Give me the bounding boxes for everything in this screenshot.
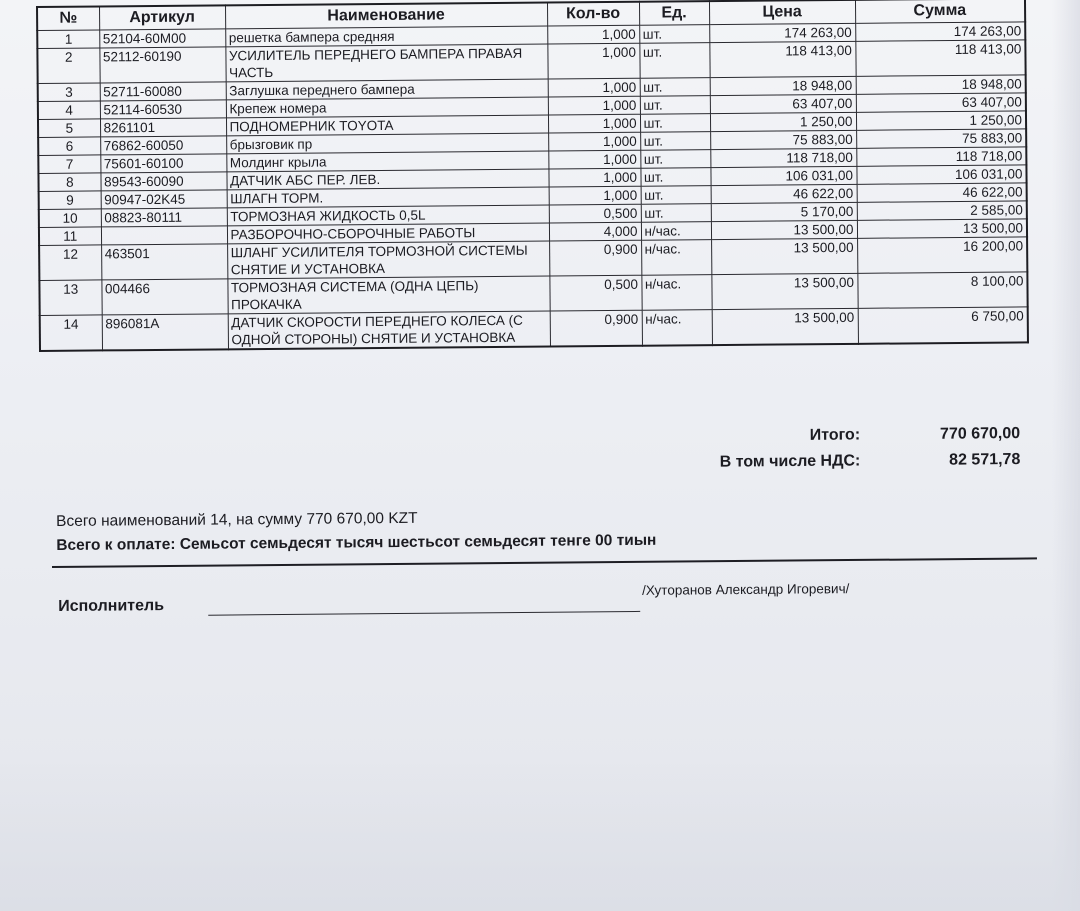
cell-name: РАЗБОРОЧНО-СБОРОЧНЫЕ РАБОТЫ	[227, 223, 549, 244]
cell-unit: шт.	[640, 168, 710, 187]
cell-sum: 2 585,00	[857, 201, 1027, 220]
cell-price: 46 622,00	[711, 184, 857, 203]
cell-sum: 75 883,00	[856, 129, 1026, 148]
cell-name: УСИЛИТЕЛЬ ПЕРЕДНЕГО БАМПЕРА ПРАВАЯ ЧАСТЬ	[225, 44, 547, 82]
header-sku: Артикул	[99, 5, 225, 30]
cell-sku	[101, 226, 227, 245]
cell-no: 14	[40, 315, 102, 351]
cell-sum: 63 407,00	[856, 93, 1026, 112]
header-unit: Ед.	[639, 1, 709, 25]
cell-sku: 8261101	[100, 118, 226, 137]
signature-line	[208, 611, 640, 616]
cell-sum: 106 031,00	[856, 165, 1026, 184]
vat-label: В том числе НДС:	[719, 452, 861, 471]
cell-unit: шт.	[641, 204, 711, 223]
cell-sum: 18 948,00	[856, 75, 1026, 94]
cell-qty: 0,900	[549, 240, 641, 276]
cell-sku: 89543-60090	[100, 172, 226, 191]
executor-label: Исполнитель	[58, 597, 165, 615]
vat-row	[680, 447, 1020, 476]
cell-sum: 46 622,00	[857, 183, 1027, 202]
paper-bottom-shade	[0, 751, 1080, 911]
table-row	[40, 307, 1028, 351]
cell-sum: 13 500,00	[857, 219, 1027, 238]
cell-no: 8	[38, 173, 100, 192]
cell-price: 13 500,00	[712, 308, 858, 345]
cell-no: 13	[39, 280, 101, 316]
executor-name: /Хуторанов Александр Игоревич/	[641, 581, 850, 598]
cell-sku: 52112-60190	[99, 47, 225, 83]
cell-sum: 16 200,00	[857, 237, 1027, 273]
cell-unit: шт.	[639, 25, 709, 44]
cell-no: 11	[39, 227, 101, 246]
cell-price: 118 718,00	[710, 148, 856, 167]
totals-block	[680, 421, 1020, 476]
cell-sum: 1 250,00	[856, 111, 1026, 130]
cell-sku: 76862-60050	[100, 136, 226, 155]
cell-unit: шт.	[640, 114, 710, 133]
cell-qty: 0,500	[549, 204, 641, 223]
cell-qty: 0,900	[550, 310, 642, 346]
cell-unit: н/час.	[642, 310, 712, 346]
cell-unit: шт.	[640, 150, 710, 169]
total-value: 770 670,00	[939, 425, 1021, 443]
cell-sum: 6 750,00	[858, 307, 1028, 344]
cell-qty: 1,000	[548, 150, 640, 169]
cell-price: 174 263,00	[709, 23, 855, 42]
cell-name: ШЛАГН ТОРМ.	[227, 187, 549, 208]
cell-no: 12	[39, 245, 101, 281]
cell-sku: 08823-80111	[101, 208, 227, 227]
cell-unit: шт.	[641, 186, 711, 205]
amount-in-words-line: Всего к оплате: Семьсот семьдесят тысяч шестьсот семьдесят тенге 00 тиын	[56, 531, 657, 554]
cell-sum: 174 263,00	[855, 22, 1025, 41]
cell-qty: 1,000	[548, 78, 640, 97]
cell-unit: шт.	[640, 96, 710, 115]
cell-no: 9	[39, 191, 101, 210]
cell-sku: 896081A	[102, 314, 228, 351]
cell-price: 13 500,00	[711, 238, 857, 274]
cell-sum: 118 413,00	[855, 40, 1025, 76]
cell-unit: н/час.	[641, 275, 711, 311]
cell-price: 1 250,00	[710, 112, 856, 131]
cell-name: ТОРМОЗНАЯ ЖИДКОСТЬ 0,5L	[227, 205, 549, 226]
cell-unit: шт.	[639, 43, 709, 79]
cell-name: Крепеж номера	[226, 97, 548, 118]
cell-name: ДАТЧИК АБС ПЕР. ЛЕВ.	[226, 169, 548, 190]
cell-qty: 1,000	[547, 43, 639, 79]
cell-qty: 4,000	[549, 222, 641, 241]
cell-price: 63 407,00	[710, 94, 856, 113]
summary-block	[56, 502, 1016, 558]
cell-price: 13 500,00	[711, 273, 857, 309]
executor-signature-block	[58, 580, 918, 624]
cell-price: 5 170,00	[711, 202, 857, 221]
cell-sku: 90947-02K45	[101, 190, 227, 209]
cell-unit: шт.	[640, 132, 710, 151]
cell-no: 10	[39, 209, 101, 228]
cell-qty: 0,500	[549, 275, 641, 311]
cell-no: 6	[38, 137, 100, 156]
cell-price: 75 883,00	[710, 130, 856, 149]
cell-price: 18 948,00	[710, 76, 856, 95]
cell-unit: шт.	[640, 78, 710, 97]
divider-line	[52, 557, 1037, 568]
header-price: Цена	[709, 0, 855, 25]
header-qty: Кол-во	[547, 2, 639, 26]
invoice-table-wrapper	[36, 0, 1027, 352]
cell-price: 106 031,00	[710, 166, 856, 185]
cell-qty: 1,000	[549, 186, 641, 205]
cell-sku: 52711-60080	[100, 82, 226, 101]
cell-name: брызговик пр	[226, 133, 548, 154]
header-name: Наименование	[225, 3, 547, 29]
total-row	[680, 421, 1020, 450]
cell-name: ШЛАНГ УСИЛИТЕЛЯ ТОРМОЗНОЙ СИСТЕМЫ СНЯТИЕ И УСТАНОВКА	[227, 241, 549, 279]
cell-qty: 1,000	[547, 25, 639, 44]
cell-unit: н/час.	[641, 222, 711, 241]
cell-no: 7	[38, 155, 100, 174]
cell-name: ПОДНОМЕРНИК TOYOTA	[226, 115, 548, 136]
items-count-line: Всего наименований 14, на сумму 770 670,00 KZT	[56, 509, 418, 530]
cell-no: 5	[38, 119, 100, 138]
cell-sku: 004466	[101, 279, 227, 315]
cell-qty: 1,000	[548, 96, 640, 115]
cell-sku: 52114-60530	[100, 100, 226, 119]
cell-sku: 463501	[101, 244, 227, 280]
cell-no: 4	[38, 101, 100, 120]
cell-sku: 52104-60M00	[99, 29, 225, 48]
cell-unit: н/час.	[641, 240, 711, 276]
total-label: Итого:	[809, 426, 861, 444]
vat-value: 82 571,78	[949, 451, 1021, 469]
cell-name: ДАТЧИК СКОРОСТИ ПЕРЕДНЕГО КОЛЕСА (С ОДНОЙ СТОРОНЫ) СНЯТИЕ И УСТАНОВКА	[228, 311, 550, 349]
cell-price: 118 413,00	[709, 41, 855, 77]
cell-sku: 75601-60100	[100, 154, 226, 173]
invoice-table	[36, 0, 1029, 352]
cell-sum: 8 100,00	[857, 272, 1027, 308]
cell-no: 2	[37, 48, 99, 84]
cell-no: 1	[37, 30, 99, 49]
cell-name: решетка бампера средняя	[225, 26, 547, 47]
header-sum: Сумма	[855, 0, 1025, 23]
cell-no: 3	[38, 83, 100, 102]
cell-name: Молдинг крыла	[226, 151, 548, 172]
cell-price: 13 500,00	[711, 220, 857, 239]
cell-sum: 118 718,00	[856, 147, 1026, 166]
cell-name: ТОРМОЗНАЯ СИСТЕМА (ОДНА ЦЕПЬ) ПРОКАЧКА	[227, 276, 549, 314]
cell-qty: 1,000	[548, 114, 640, 133]
header-no: №	[37, 6, 99, 30]
cell-name: Заглушка переднего бампера	[226, 79, 548, 100]
cell-qty: 1,000	[548, 132, 640, 151]
cell-qty: 1,000	[548, 168, 640, 187]
